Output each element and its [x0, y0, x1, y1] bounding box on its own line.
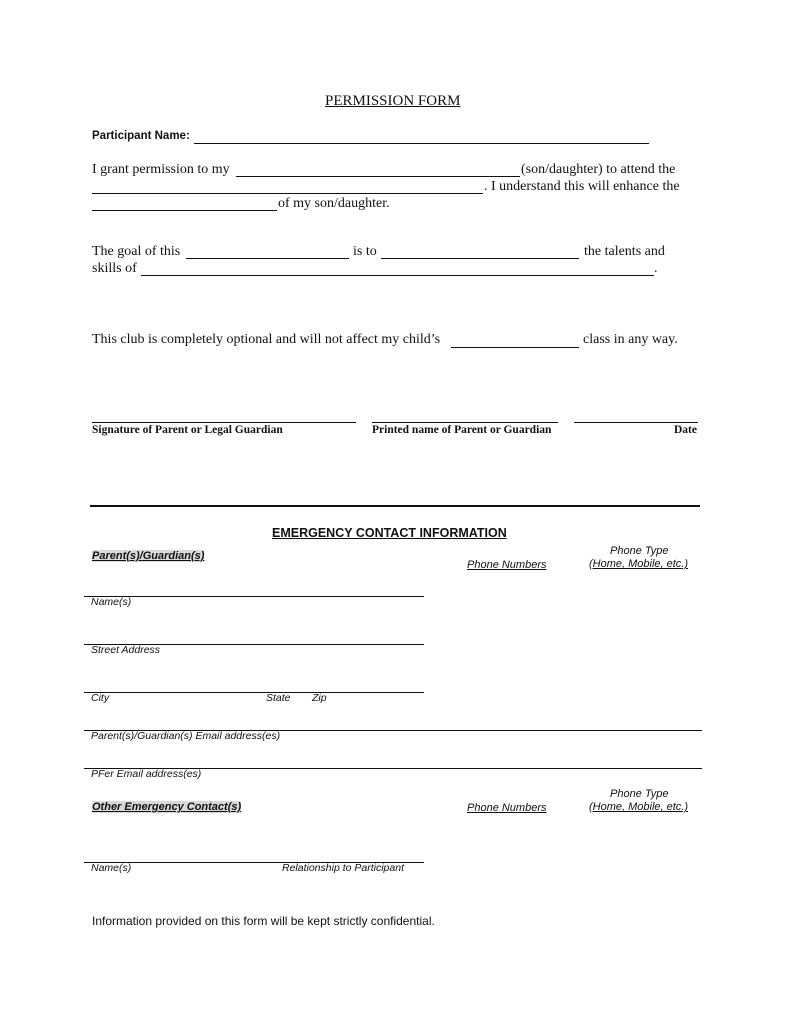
state-label: State [266, 692, 291, 704]
class-any-way-text: class in any way. [583, 332, 678, 347]
child-name-field[interactable] [236, 176, 520, 177]
other-contact-name-label: Name(s) [91, 862, 132, 874]
zip-label: Zip [312, 692, 327, 704]
activity-field[interactable] [92, 193, 483, 194]
printed-name-label: Printed name of Parent or Guardian [372, 424, 552, 436]
talents-text: the talents and [584, 244, 665, 259]
enhance-field[interactable] [92, 210, 277, 211]
skills-of-text: skills of [92, 261, 137, 276]
other-phone-numbers-header: Phone Numbers [467, 802, 547, 814]
phone-numbers-header: Phone Numbers [467, 559, 547, 571]
relationship-label: Relationship to Participant [282, 862, 404, 874]
parent-name-field[interactable] [84, 596, 424, 597]
participant-name-field[interactable] [194, 143, 649, 144]
phone-type-options: (Home, Mobile, etc.) [589, 558, 689, 570]
signature-field[interactable] [92, 422, 356, 423]
confidential-note: Information provided on this form will be kept strictly confidential. [92, 914, 435, 928]
grant-permission-text: I grant permission to my [92, 162, 230, 177]
parent-email-label: Parent(s)/Guardian(s) Email address(es) [91, 730, 281, 742]
pfer-email-label: PFer Email address(es) [91, 768, 202, 780]
goal-club-field[interactable] [186, 258, 349, 259]
emergency-heading: EMERGENCY CONTACT INFORMATION [272, 526, 507, 540]
skills-field[interactable] [141, 275, 654, 276]
parents-guardians-label: Parent(s)/Guardian(s) [92, 550, 205, 562]
section-divider [90, 505, 700, 507]
son-daughter-text: (son/daughter) to attend the [521, 162, 676, 177]
signature-label: Signature of Parent or Legal Guardian [92, 424, 283, 436]
participant-name-label: Participant Name: [92, 130, 190, 142]
of-son-daughter-text: of my son/daughter. [278, 196, 390, 211]
goal-text: The goal of this [92, 244, 181, 259]
goal-verb-field[interactable] [381, 258, 579, 259]
enhance-text: . I understand this will enhance the [484, 179, 680, 194]
city-label: City [91, 692, 110, 704]
city-state-zip-field[interactable] [84, 692, 424, 693]
optional-text: This club is completely optional and will not affect my child’s [92, 332, 441, 347]
date-field[interactable] [574, 422, 698, 423]
skills-period: . [654, 261, 658, 276]
other-phone-type-header: Phone Type [610, 788, 669, 800]
other-emergency-label: Other Emergency Contact(s) [92, 801, 242, 813]
street-address-label: Street Address [91, 644, 161, 656]
date-label: Date [674, 424, 697, 436]
form-title: PERMISSION FORM [325, 93, 461, 109]
other-phone-type-options: (Home, Mobile, etc.) [589, 801, 689, 813]
class-field[interactable] [451, 347, 579, 348]
printed-name-field[interactable] [372, 422, 558, 423]
phone-type-header: Phone Type [610, 545, 669, 557]
is-to-text: is to [353, 244, 377, 259]
parent-name-label: Name(s) [91, 596, 132, 608]
